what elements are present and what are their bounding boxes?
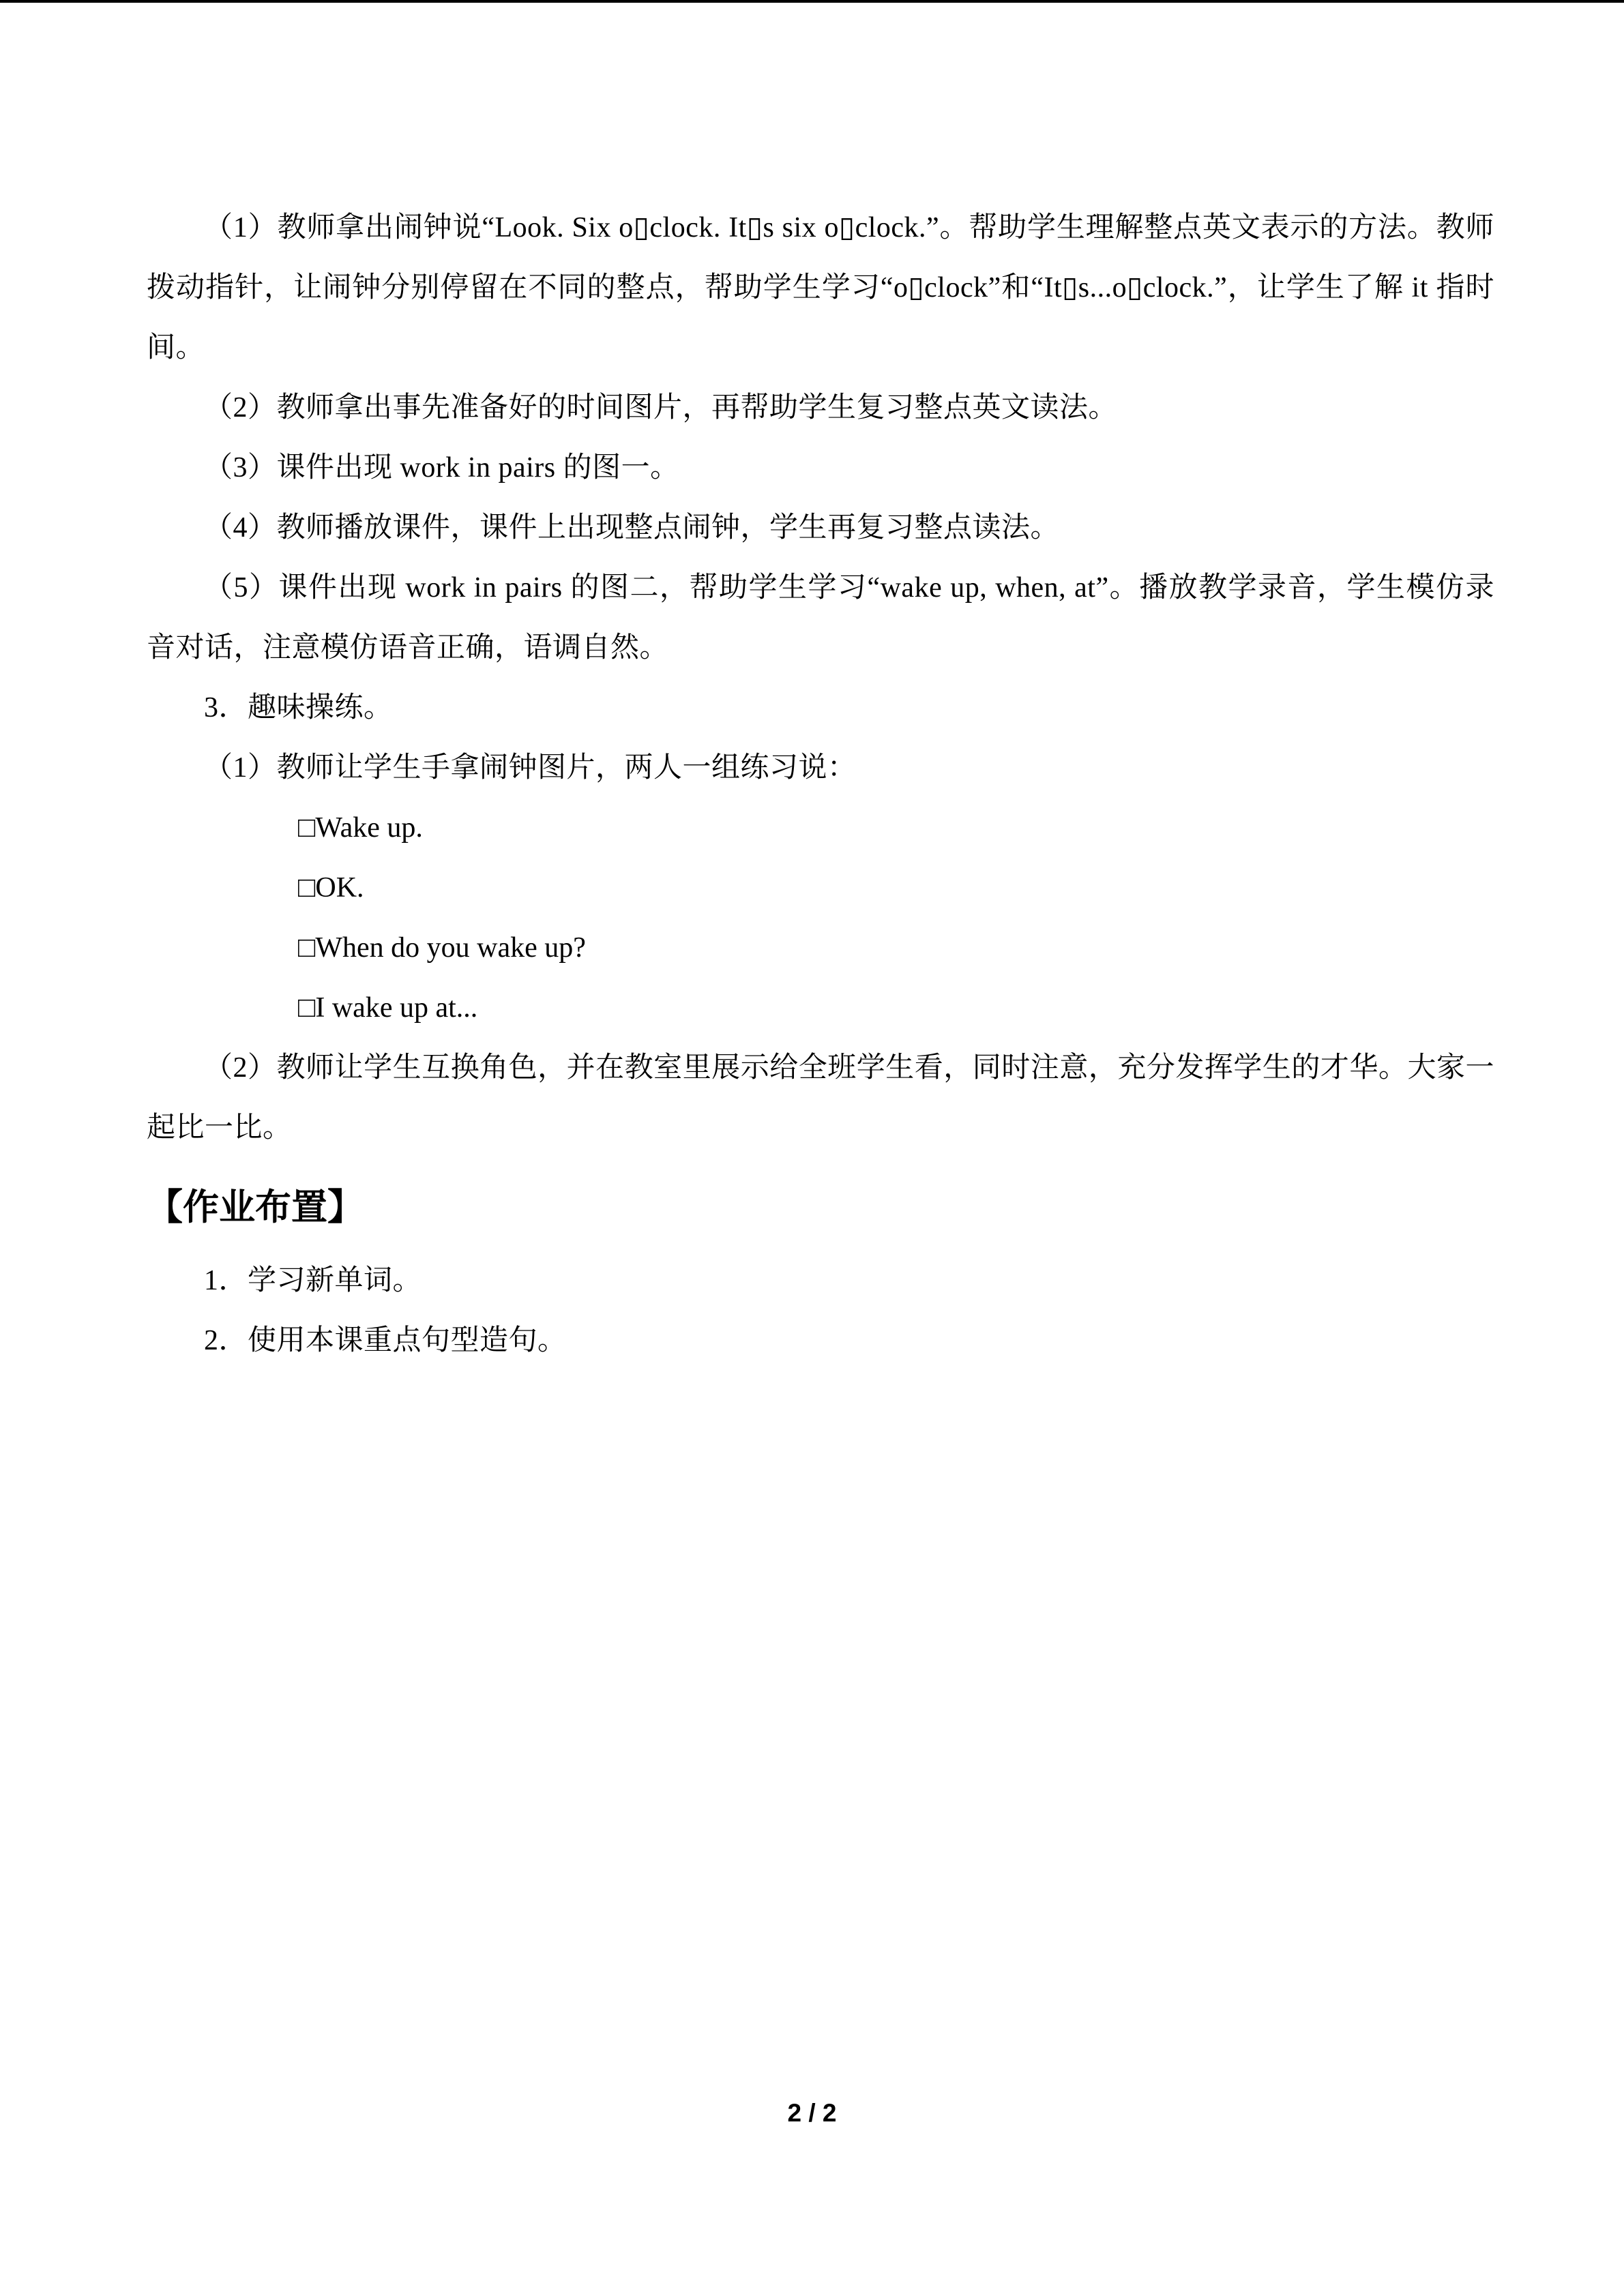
lesson-step-paragraph-4: （4）教师播放课件，课件上出现整点闹钟，学生再复习整点读法。: [204, 512, 1060, 543]
lesson-step-paragraph-1: （1）教师拿出闹钟说“Look. Six o▯clock. It▯s six o▯clock.”。帮助学生理解整点英文表示的方法。教师拨动指针，让闹钟分别停留在不同的整点，帮助学生学习“o▯clock”和“It▯s...o▯clock.”，让学生了解 it 指时间。: [147, 212, 1494, 363]
page-top-border: [0, 0, 1624, 3]
lesson-step-paragraph-5: （5）课件出现 work in pairs 的图二，帮助学生学习“wake up, when, at”。播放教学录音，学生模仿录音对话，注意模仿语音正确，语调自然。: [147, 572, 1494, 664]
dialogue-line-ok: □OK.: [298, 872, 364, 904]
dialogue-line-wake-up: □Wake up.: [298, 812, 423, 844]
role-swap-paragraph: （2）教师让学生互换角色，并在教室里展示给全班学生看，同时注意，充分发挥学生的才华。大家一起比一比。: [147, 1052, 1494, 1144]
fun-practice-heading-line: 3．趣味操练。: [204, 692, 393, 724]
document-content: [147, 198, 1494, 1371]
homework-item-2: 2．使用本课重点句型造句。: [204, 1325, 567, 1356]
lesson-step-paragraph-2: （2）教师拿出事先准备好的时间图片，再帮助学生复习整点英文读法。: [204, 392, 1118, 423]
dialogue-line-when-question: □When do you wake up?: [298, 932, 586, 964]
dialogue-line-answer: □I wake up at...: [298, 992, 478, 1024]
pair-practice-intro-line: （1）教师让学生手拿闹钟图片，两人一组练习说：: [204, 752, 857, 784]
homework-item-1: 1．学习新单词。: [204, 1265, 422, 1296]
lesson-step-paragraph-3: （3）课件出现 work in pairs 的图一。: [204, 452, 679, 483]
homework-section-heading: 【作业布置】: [147, 1188, 364, 1227]
page-number: 2 / 2: [787, 2099, 837, 2127]
